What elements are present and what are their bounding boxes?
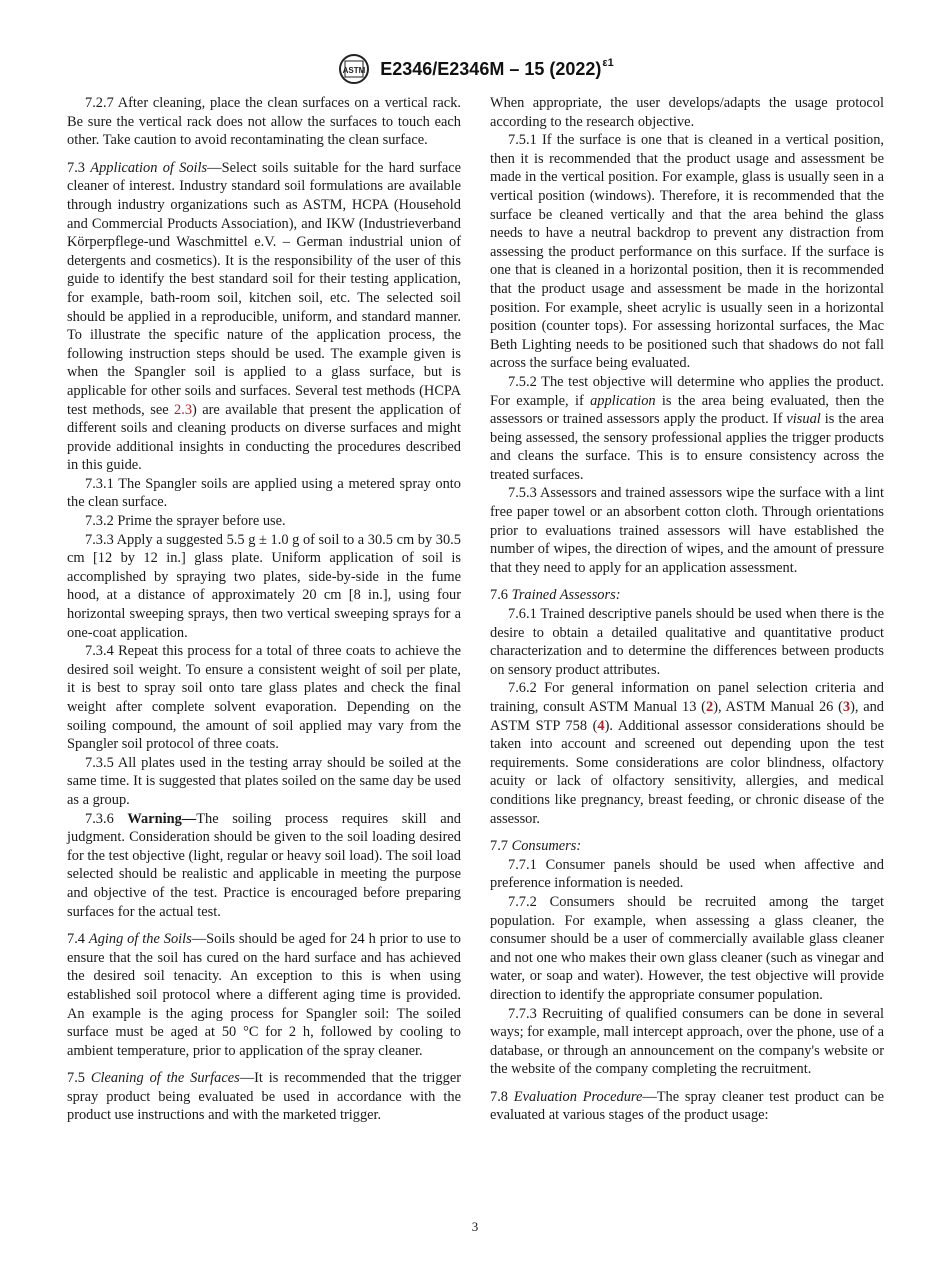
section-7-3-2: 7.3.2 Prime the sprayer before use. <box>85 513 286 530</box>
warning-label: Warning— <box>127 810 197 827</box>
section-title: Consumers: <box>511 838 582 855</box>
section-title: Trained Assessors: <box>511 587 621 604</box>
right-column <box>490 94 884 1125</box>
section-title: Application of Soils <box>90 159 208 176</box>
section-7-7-3: 7.7.3 Recruiting of qualified consumers can be done in several ways; for example, mall intercept approach, over the phone, use of a database, or through an announcement on the company's website or the website of the company completing the recruitment. <box>490 1005 884 1078</box>
svg-text:ASTM: ASTM <box>342 66 366 75</box>
section-7-3-1: 7.3.1 The Spangler soils are applied using a metered spray onto the clean surface. <box>67 475 461 511</box>
reference-link[interactable]: 2.3 <box>174 401 193 418</box>
section-7-5-2: 7.5.2 The test objective will determine who applies the product. For example, if application is the area being evaluated, then the assessors or trained assessors apply the product. If visual is the area being assessed, the sensory professional applies the trigger products and cleans the surface. This is to ensure consistency across the treated surfaces. <box>490 373 885 483</box>
section-7-3-4: 7.3.4 Repeat this process for a total of three coats to achieve the desired soil weight. To ensure a consistent weight of soil per plate, it is best to spray soil onto tare glass plates and check the final weight after complete solvent evaporation. Depending on the soiling compound, the amount of soil applied may vary from the Spangler soil protocol of three coats. <box>67 643 461 753</box>
section-7-7-2: 7.7.2 Consumers should be recruited among the target population. For example, when assessing a glass cleaner, the consumer should be a user of commercially available glass cleaner and not one who makes their own glass cleaner (such as vinegar and water, or soap and water). However, the test objective will provide direction to identify the appropriate consumer population. <box>490 893 884 1003</box>
section-7-5-1: 7.5.1 If the surface is one that is cleaned in a vertical position, then it is recommended that the product usage and assessment be made in the vertical position. For example, glass is usually seen in a vertical position (windows). Therefore, it is recommended that the surface be cleaned vertically and that the area behind the glass needs to have a neutral backdrop to prevent any distraction from assessing the product performance on this surface. If the surface is one that is cleaned in a horizontal position, then it is recommended that the product usage and assessment be made in the horizontal position. For example, sheet acrylic is usually seen in a horizontal position (counter tops). For assessing horizontal surfaces, the Mac Beth Lighting needs to be positioned such that shadows do not fall across the surface being evaluated. <box>490 132 884 372</box>
section-7-7-1: 7.7.1 Consumer panels should be used when affective and preference information is needed. <box>490 856 884 892</box>
reference-link[interactable]: 4 <box>597 717 605 734</box>
section-7-5-3: 7.5.3 Assessors and trained assessors wipe the surface with a lint free paper towel or an absorbent cotton cloth. Through orientations prior to evaluations trained assessors will have established the number of wipes, the direction of wipes, and the amount of pressure that they need to apply for an application assessment. <box>490 485 884 576</box>
section-title: Aging of the Soils <box>88 931 192 948</box>
page-header <box>0 52 950 86</box>
section-7-6-2: 7.6.2 For general information on panel selection criteria and training, consult ASTM Manual 13 (2), ASTM Manual 26 (3), and ASTM STP 758 (4). Additional assessor considerations should be taken into account and screened out depending upon the test requirements. Some considerations are color blindness, olfactory acuity or lack of olfactory sensitivity, allergies, and medical conditions like pregnancy, breast feeding, or chronic disease of the assessor. <box>490 680 885 827</box>
astm-logo-icon <box>336 53 372 85</box>
section-7-2-7: 7.2.7 After cleaning, place the clean surfaces on a vertical rack. Be sure the vertical rack does not allow the surfaces to touch each other. Take caution to avoid recontaminating the clean surface. <box>67 95 461 149</box>
section-7-5: 7.5 Cleaning of the Surfaces—It is recommended that the trigger spray product being evaluated be used in accordance with the product use instructions and with the marketed trigger. <box>67 1070 462 1124</box>
section-7-4: 7.4 Aging of the Soils—Soils should be aged for 24 h prior to use to ensure that the soil has cured on the hard surface and has achieved the desired soil tenacity. An exception to this is when using established soil protocol where a different aging time is provided. An example is the aging process for Spangler soil: The soiled surface must be aged at 50 °C for 2 h, followed by cooling to ambient temperature, prior to application of the spray cleaner. <box>67 931 461 1059</box>
page-number: 3 <box>471 1219 479 1234</box>
section-title: Cleaning of the Surfaces <box>90 1070 240 1087</box>
section-7-6: 7.6 Trained Assessors: <box>490 587 621 604</box>
section-7-6-1: 7.6.1 Trained descriptive panels should be used when there is the desire to obtain a detailed qualitative and quantitative product characterization and to determine the differences between products on sensory product attributes. <box>490 606 884 678</box>
reference-link[interactable]: 2 <box>705 699 714 715</box>
reference-link[interactable]: 3 <box>842 699 851 715</box>
left-column <box>67 94 461 1125</box>
section-7-5-continued: When appropriate, the user develops/adapts the usage protocol according to the research objective. <box>490 95 884 130</box>
standard-designation: E2346/E2346M – 15 $(2022)^{\varepsilon 1}$ <box>380 56 614 79</box>
section-7-7: 7.7 Consumers: <box>490 838 582 855</box>
section-7-8: 7.8 Evaluation Procedure—The spray cleaner test product can be evaluated at various stages of the product usage: <box>490 1088 884 1124</box>
section-7-3-3: 7.3.3 Apply a suggested 5.5 g ± 1.0 g of soil to a 30.5 cm by 30.5 cm [12 by 12 in.] glass plate. Uniform application of soil is accomplished by spraying two plates, side-by-side in the fume hood, at a distance of approximately 20 cm [8 in.], using four horizontal sweeping sprays, then two vertical sweeping sprays for a one-coat application. <box>67 531 461 641</box>
section-7-3-5: 7.3.5 All plates used in the testing array should be soiled at the same time. It is suggested that plates soiled on the same day be used as a group. <box>67 754 461 808</box>
section-7-3: 7.3 Application of Soils—Select soils suitable for the hard surface cleaner of interest. Industry standard soil formulations are available through industry organizations such as ASTM, HCPA (Household and Commercial Products Association), and IKW (Industrieverband Körperpflege-und Waschmittel e.V. – German industrial union of detergents and cosmetics). It is the responsibility of the user of this guide to identify the best standard soil for their testing application, for example, bath-room soil, kitchen soil, etc. The selected soil should be applied in a reproducible, uniform, and standard manner. To illustrate the specific nature of the application process, the following instruction steps should be used. The example given is when the Spangler soil is applied to a glass surface, but is applicable for other soils and surfaces. Several test methods (HCPA test methods, see 2.3) are available that present the application of different soils and cleaning products on diverse surfaces and might provide additional insights in conducting the procedures described in this guide. <box>67 159 461 474</box>
epsilon-superscript: ε1 <box>602 56 614 69</box>
section-title: Evaluation Procedure <box>513 1088 643 1105</box>
section-7-3-6: 7.3.6 Warning—The soiling process requires skill and judgment. Consideration should be given to the soil loading desired for the test objective (light, regular or heavy soil load). The soil load selected should be realistic and applicable in meeting the purpose and objective of the test. Practice is encouraged before preparing surfaces for the actual test. <box>67 810 461 920</box>
